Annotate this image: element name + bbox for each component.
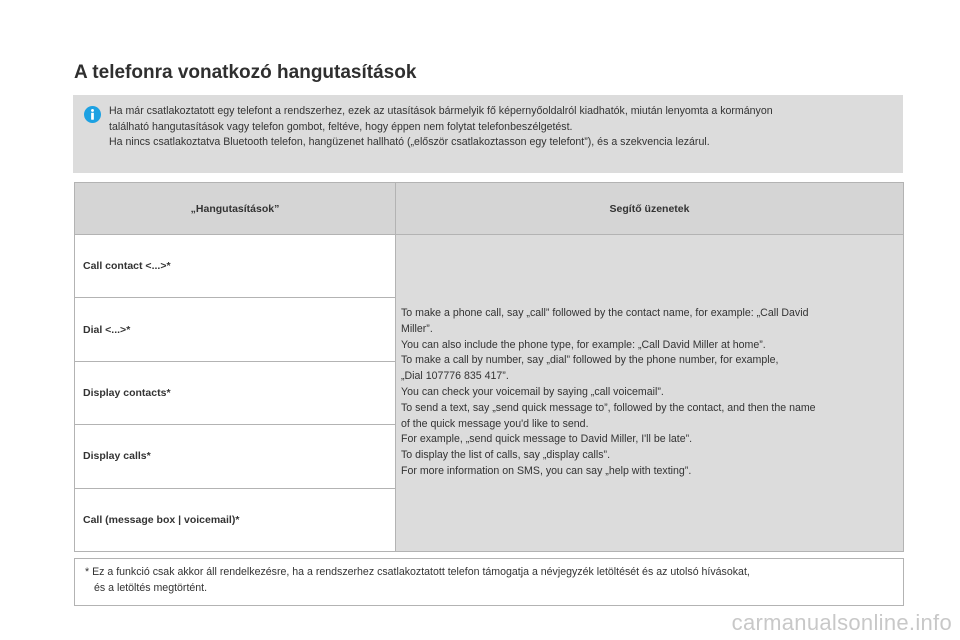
voice-commands-table xyxy=(74,182,904,552)
help-line: To make a phone call, say „call” followed by the contact name, for example: „Call David xyxy=(401,307,809,319)
command-call-contact: Call contact <...>* xyxy=(75,235,395,298)
footnote xyxy=(74,558,904,606)
help-line: To make a call by number, say „dial” followed by the phone number, for example, xyxy=(401,354,779,367)
info-line: Ha már csatlakoztatott egy telefont a rendszerhez, ezek az utasítások bármelyik fő képernyőoldalról kiadhatók, miután lenyomta a kormányon xyxy=(109,105,773,117)
help-line: For more information on SMS, you can say „help with texting”. xyxy=(401,464,692,477)
help-line: Miller”. xyxy=(401,322,433,335)
commands-column xyxy=(75,234,396,551)
help-column xyxy=(396,234,903,551)
footnote-line: és a letöltés megtörtént. xyxy=(94,581,208,594)
command-display-calls: Display calls* xyxy=(75,425,395,488)
info-text xyxy=(109,104,893,151)
header-help-messages: Segítő üzenetek xyxy=(396,183,903,234)
help-line: of the quick message you'd like to send. xyxy=(401,417,589,430)
command-display-contacts: Display contacts* xyxy=(75,362,395,425)
watermark: carmanualsonline.info xyxy=(731,610,952,635)
info-line: található hangutasítások vagy telefon gombot, feltéve, hogy éppen nem folytat telefonbeszélgetést. xyxy=(109,120,573,133)
help-text xyxy=(401,306,889,480)
help-line: To display the list of calls, say „display calls”. xyxy=(401,449,611,462)
footnote-line: * Ez a funkció csak akkor áll rendelkezésre, ha a rendszerhez csatlakoztatott telefon támogatja a névjegyzék letöltését és az utolsó hívásokat, xyxy=(85,566,750,578)
info-line: Ha nincs csatlakoztatva Bluetooth telefon, hangüzenet hallható („először csatlakoztasson egy telefont”), és a szekvencia lezárul. xyxy=(109,136,710,148)
info-icon xyxy=(84,106,101,123)
page-title: A telefonra vonatkozó hangutasítások xyxy=(74,62,417,83)
help-line: For example, „send quick message to David Miller, I'll be late”. xyxy=(401,433,693,446)
info-box xyxy=(73,95,903,173)
command-call-voicemail: Call (message box | voicemail)* xyxy=(83,514,240,527)
header-commands: „Hangutasítások” xyxy=(75,183,396,234)
command-dial: Dial <...>* xyxy=(75,298,395,361)
help-line: „Dial 107776 835 417”. xyxy=(401,370,509,383)
help-line: You can also include the phone type, for example: „Call David Miller at home”. xyxy=(401,338,766,351)
help-line: To send a text, say „send quick message to”, followed by the contact, and then the name xyxy=(401,401,816,414)
help-line: You can check your voicemail by saying „call voicemail”. xyxy=(401,385,664,398)
